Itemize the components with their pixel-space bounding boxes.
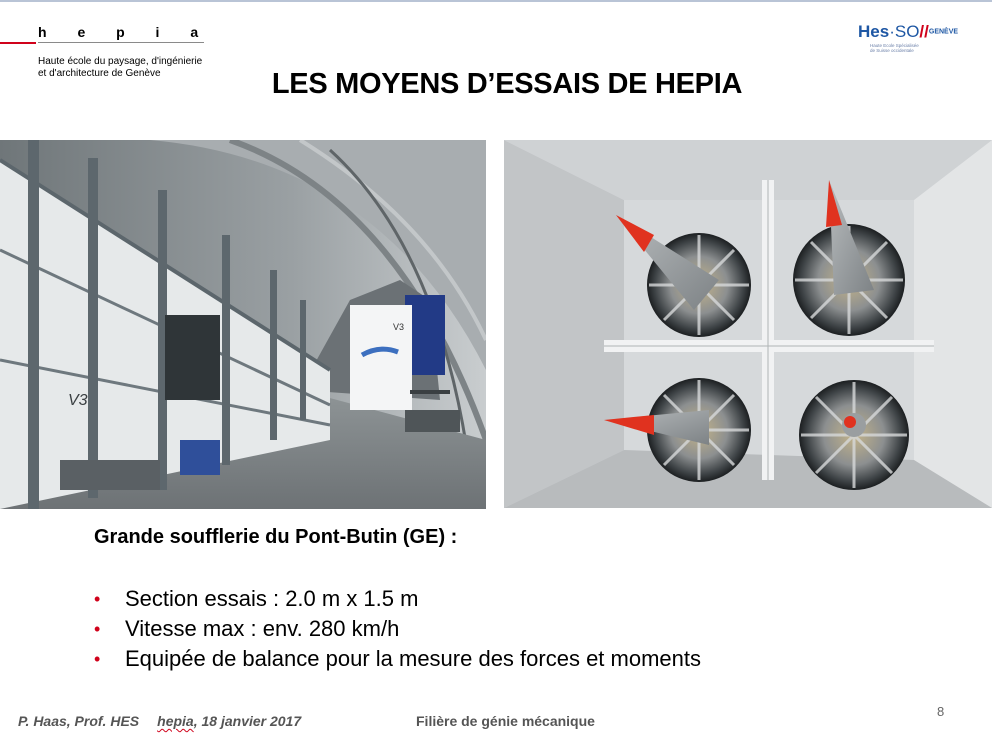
bullet-text: Equipée de balance pour la mesure des forces et moments xyxy=(125,646,701,671)
wind-tunnel-hall-photo xyxy=(0,140,486,509)
hes-logo-city: GENÈVE xyxy=(928,28,959,36)
bullet-dot-icon: • xyxy=(94,589,101,609)
door-label-v3: V3 xyxy=(393,322,405,332)
page-number: 8 xyxy=(937,704,945,719)
footer-org: hepia xyxy=(157,713,194,729)
bullet-item xyxy=(94,644,701,674)
logo-red-bar xyxy=(0,42,36,44)
hepia-tagline-line-1: Haute école du paysage, d'ingénierie xyxy=(38,56,203,67)
panel-label-v3: V3 xyxy=(68,392,88,409)
footer-department: Filière de génie mécanique xyxy=(416,713,595,729)
hes-logo-slashes-icon: // xyxy=(919,22,929,41)
wind-tunnel-fans-illustration xyxy=(504,140,992,508)
hes-so-logo xyxy=(858,22,978,62)
hes-logo-sub-2: de Suisse occidentale xyxy=(870,47,914,53)
logo-gray-rule xyxy=(38,42,204,43)
hes-logo-so: ·SO xyxy=(889,22,920,41)
bullet-item xyxy=(94,584,701,614)
hepia-tagline-line-2: et d'architecture de Genève xyxy=(38,68,161,79)
bullet-text: Vitesse max : env. 280 km/h xyxy=(125,616,400,641)
wind-tunnel-hall-illustration xyxy=(0,140,486,509)
bullet-list xyxy=(94,584,701,674)
hes-logo-sub-1: Haute Ecole Spécialisée xyxy=(870,42,919,48)
bullet-dot-icon: • xyxy=(94,649,101,669)
footer-author: P. Haas, Prof. HES xyxy=(18,713,140,729)
top-rule xyxy=(0,0,992,2)
bullet-dot-icon: • xyxy=(94,619,101,639)
wind-tunnel-fans-photo xyxy=(504,140,992,508)
bullet-item xyxy=(94,614,701,644)
footer-date: , 18 janvier 2017 xyxy=(193,713,302,729)
slide-subtitle: Grande soufflerie du Pont-Butin (GE) : xyxy=(94,526,458,548)
bullet-text: Section essais : 2.0 m x 1.5 m xyxy=(125,586,419,611)
slide-title: LES MOYENS D’ESSAIS DE HEPIA xyxy=(271,68,743,100)
hepia-wordmark: h e p i a xyxy=(38,24,212,40)
footer-author-date xyxy=(18,713,301,729)
hes-logo-hes: Hes xyxy=(858,22,890,41)
